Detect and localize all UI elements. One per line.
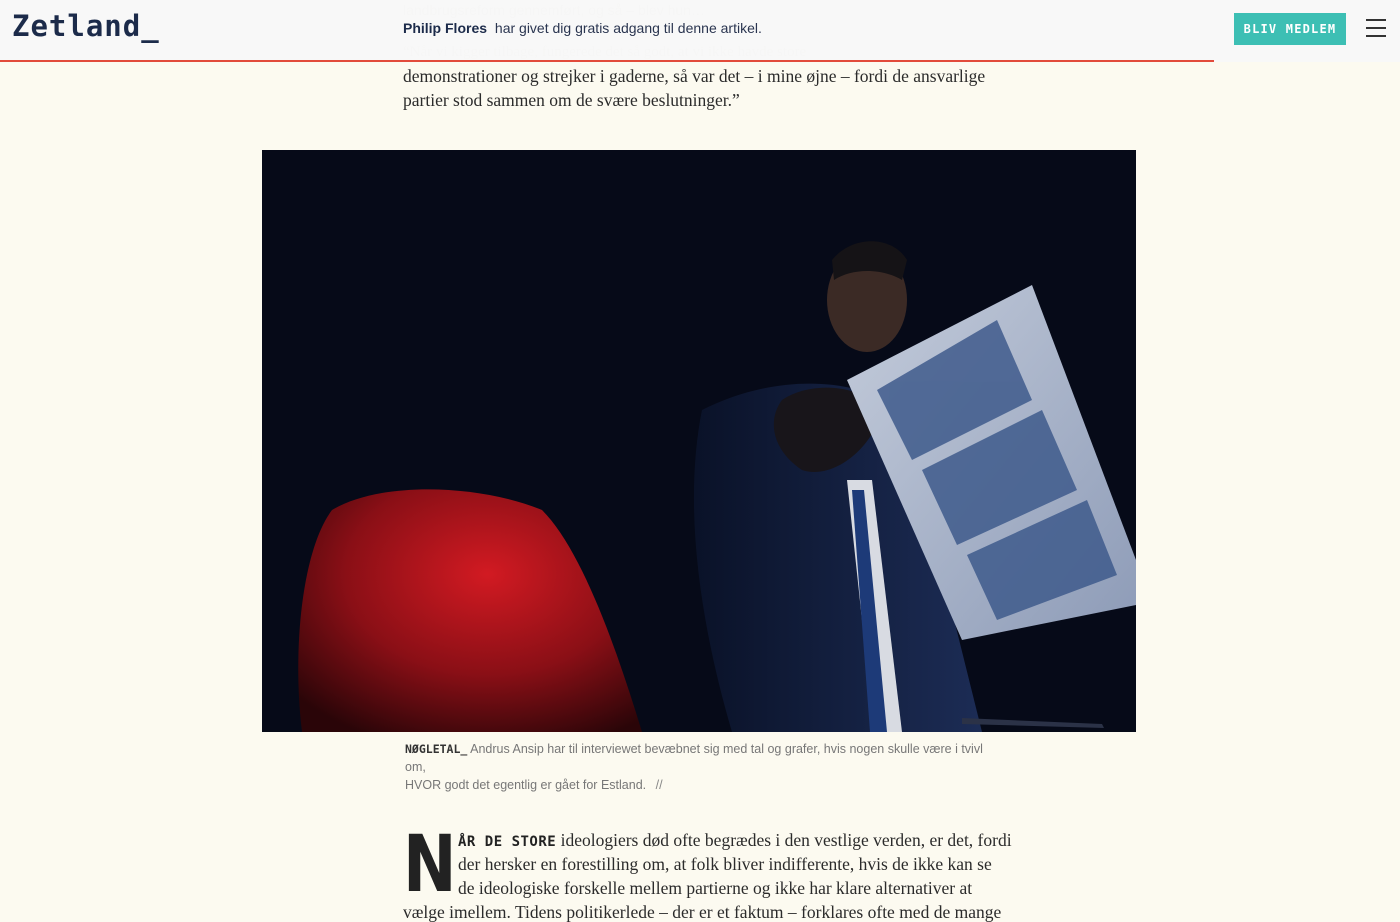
zetland-logo[interactable]: Zetland_: [12, 9, 160, 43]
photo-caption: [405, 740, 1005, 794]
top-bar: [0, 0, 1400, 62]
quote-line: partier stod sammen om de svære beslutninger.”: [403, 90, 740, 110]
caption-text: Andrus Ansip har til interviewet bevæbnet sig med tal og grafer, hvis nogen skulle være i tvivl om,: [405, 742, 983, 774]
drop-cap: N: [403, 820, 455, 910]
body-line-text: ideologiers død ofte begrædes i den vestlige verden, er det, fordi: [560, 830, 1012, 850]
join-membership-button[interactable]: BLIV MEDLEM: [1234, 13, 1346, 45]
body-line: der hersker en forestilling om, at folk bliver indifferente, hvis de ikke kan se: [458, 854, 992, 874]
hamburger-menu-icon[interactable]: [1366, 19, 1386, 37]
article-photo: [262, 150, 1136, 732]
body-line: [458, 828, 1012, 854]
gift-access-text: har givet dig gratis adgang til denne artikel.: [494, 20, 762, 36]
lead-in-caps: ÅR DE STORE: [458, 834, 557, 850]
gift-access-notice: [403, 20, 762, 36]
caption-text-continued: HVOR godt det egentlig er gået for Estland.: [405, 778, 647, 792]
gift-giver-name: Philip Flores: [403, 20, 488, 36]
article-quote-paragraph: [403, 64, 1003, 112]
reading-progress-bar: [0, 60, 1214, 62]
caption-label: NØGLETAL_: [405, 742, 468, 756]
quote-line: demonstrationer og strejker i gaderne, så var det – i mine øjne – fordi de ansvarlige: [403, 66, 986, 86]
caption-end-mark: //: [655, 778, 663, 792]
body-line: de ideologiske forskelle mellem partierne og ikke har klare alternativer at: [458, 878, 973, 898]
body-line: vælge imellem. Tidens politikerlede – der er et faktum – forklares ofte med de mange: [403, 902, 1002, 922]
